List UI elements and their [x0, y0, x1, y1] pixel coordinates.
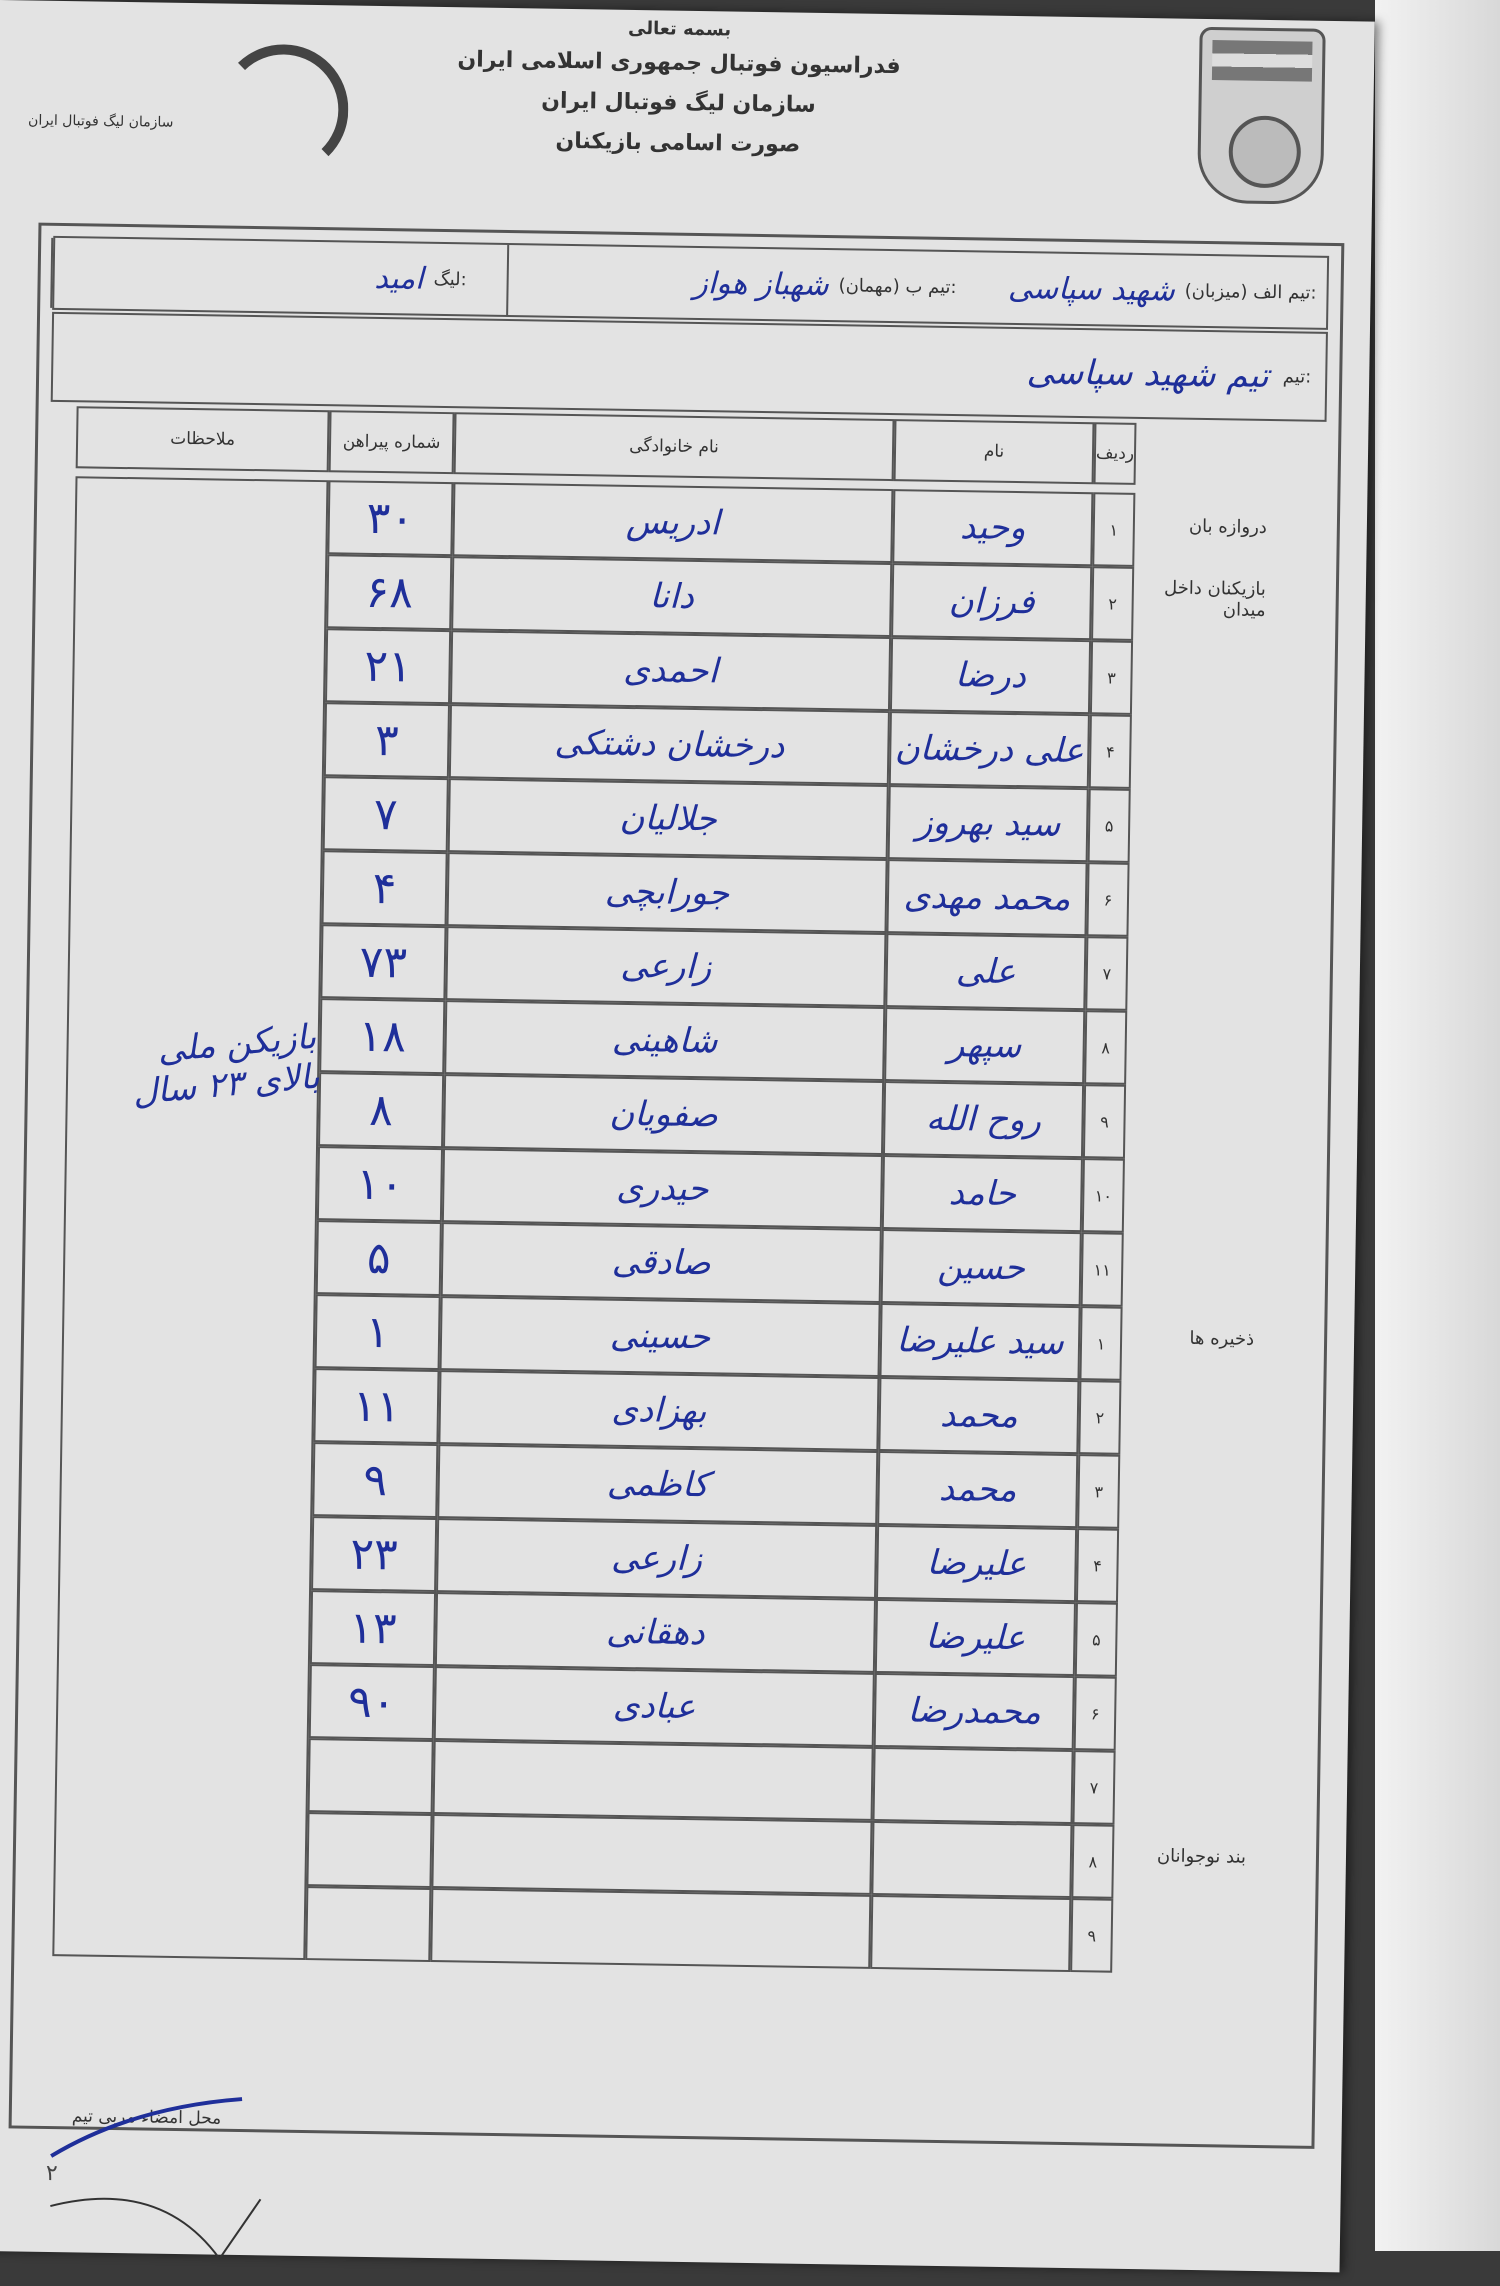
reserve-row-index-text: ۷	[1089, 1777, 1099, 1797]
reserve-last-name-text: حسینی	[609, 1315, 711, 1358]
col-header-first-name-text: نام	[983, 441, 1005, 462]
reserve-shirt-number	[309, 1664, 435, 1740]
player-last-name	[450, 630, 891, 711]
home-team-label: تیم الف (میزبان):	[1184, 280, 1317, 304]
player-row-index-text: ۱۰	[1094, 1185, 1113, 1206]
reserve-first-name-text: سید علیرضا	[896, 1320, 1064, 1363]
reserve-row-index	[1076, 1528, 1119, 1603]
league-logo-text: سازمان لیگ فوتبال ایران	[27, 112, 174, 131]
form-title: صورت اسامی بازیکنان	[555, 128, 801, 158]
reserve-row-index	[1078, 1380, 1121, 1455]
reserve-first-name	[879, 1303, 1080, 1380]
form-frame	[9, 223, 1345, 2149]
player-first-name	[882, 1155, 1083, 1232]
player-last-name-text: ادریس	[625, 501, 721, 544]
player-first-name-text: سپهر	[947, 1025, 1022, 1067]
section-field-players: بازیکنان داخل میدان	[1163, 577, 1267, 621]
player-row-index-text: ۳	[1107, 667, 1116, 688]
reserve-row-index-text: ۲	[1095, 1407, 1105, 1428]
reserve-row-index-text: ۵	[1091, 1629, 1101, 1649]
away-team-cell	[506, 245, 967, 322]
player-shirt-number-text: ۷	[373, 788, 398, 840]
junior-row-index-text: ۹	[1087, 1925, 1097, 1945]
player-row-index	[1092, 492, 1135, 567]
player-shirt-number-text: ۷۳	[359, 936, 408, 989]
player-last-name	[444, 1000, 885, 1081]
reserve-last-name-text: دهقانی	[605, 1611, 705, 1654]
player-first-name-text: علی	[955, 951, 1017, 993]
reserve-row-index	[1072, 1750, 1115, 1825]
team-name-value: تیم شهید سپاسی	[1026, 352, 1270, 396]
reserve-last-name-text: بهزادی	[611, 1389, 707, 1432]
reserve-first-name-text: محمدرضا	[907, 1690, 1042, 1733]
junior-first-name	[870, 1895, 1071, 1972]
player-first-name	[889, 711, 1090, 788]
reserve-shirt-number	[311, 1516, 437, 1592]
reserve-last-name	[435, 1592, 876, 1673]
player-first-name	[885, 933, 1086, 1010]
player-row-index	[1086, 862, 1129, 937]
note-line-2: بالای ۲۳ سال	[130, 1056, 322, 1114]
junior-first-name	[871, 1821, 1072, 1898]
reserve-first-name	[875, 1599, 1076, 1676]
player-last-name	[447, 852, 888, 933]
player-first-name-text: علی درخشان	[894, 728, 1085, 772]
player-shirt-number	[318, 1072, 444, 1148]
reserve-row-index-text: ۳	[1094, 1481, 1104, 1502]
reserve-shirt-number	[310, 1590, 436, 1666]
player-last-name-text: احمدی	[622, 649, 719, 692]
player-row-index-text: ۴	[1105, 741, 1115, 762]
section-juniors: بند نوجوانان	[1156, 1845, 1247, 1868]
player-shirt-number-text: ۶۸	[365, 566, 414, 619]
player-shirt-number-text: ۳۰	[366, 492, 415, 545]
player-row-index	[1085, 936, 1128, 1011]
player-shirt-number	[316, 1220, 442, 1296]
player-row-index-text: ۵	[1104, 815, 1114, 836]
reserve-first-name-text: علیرضا	[925, 1616, 1026, 1659]
reserve-first-name	[877, 1451, 1078, 1528]
swirl-icon	[217, 43, 349, 175]
league-cell	[50, 238, 507, 315]
reserve-row-index	[1077, 1454, 1120, 1529]
away-team-label: تیم ب (مهمان):	[838, 274, 957, 298]
player-last-name-text: حیدری	[616, 1167, 709, 1210]
reserve-row-index	[1079, 1306, 1122, 1381]
reserve-last-name-text: کاظمی	[606, 1463, 709, 1506]
player-first-name-text: محمد مهدی	[903, 876, 1071, 919]
player-row-index	[1088, 788, 1131, 863]
player-shirt-number	[325, 628, 451, 704]
player-shirt-number-text: ۵	[366, 1232, 391, 1284]
football-icon	[1228, 115, 1301, 188]
reserve-shirt-number	[313, 1368, 439, 1444]
reserve-first-name	[874, 1673, 1075, 1750]
col-header-last-name-text: نام خانوادگی	[629, 435, 720, 458]
player-row-index-text: ۱	[1109, 519, 1119, 540]
player-shirt-number-text: ۸	[368, 1084, 394, 1136]
reserve-shirt-number	[308, 1738, 434, 1814]
player-last-name	[449, 704, 890, 785]
junior-shirt-number	[306, 1812, 432, 1888]
player-first-name-text: درضا	[954, 655, 1027, 697]
player-row-index-text: ۲	[1108, 593, 1118, 614]
reserve-row-index	[1074, 1676, 1117, 1751]
player-first-name-text: حسین	[937, 1246, 1026, 1289]
player-shirt-number	[327, 480, 453, 556]
reserve-last-name	[434, 1666, 875, 1747]
player-row-index	[1089, 714, 1132, 789]
player-last-name	[448, 778, 889, 859]
player-last-name	[452, 482, 893, 563]
federation-title: فدراسیون فوتبال جمهوری اسلامی ایران	[457, 47, 901, 80]
junior-shirt-number	[305, 1886, 431, 1962]
reserve-shirt-number-text: ۹	[363, 1454, 388, 1506]
league-logo	[27, 40, 349, 175]
player-row-index	[1083, 1084, 1126, 1159]
coach-signature-label: محل امضاء مربی تیم	[71, 2106, 222, 2129]
col-header-shirt-text: شماره پیراهن	[342, 431, 441, 453]
player-first-name	[884, 1007, 1085, 1084]
reserve-row-index-text: ۱	[1096, 1333, 1106, 1354]
player-first-name	[883, 1081, 1084, 1158]
col-header-last-name	[454, 412, 895, 481]
player-row-index	[1084, 1010, 1127, 1085]
player-row-index-text: ۷	[1102, 963, 1112, 984]
player-first-name-text: فرزان	[948, 580, 1035, 623]
reserve-row-index	[1075, 1602, 1118, 1677]
home-team-cell	[966, 252, 1327, 328]
league-value: امید	[374, 260, 424, 297]
reserve-shirt-number	[312, 1442, 438, 1518]
page-number: ۲	[45, 2160, 58, 2187]
form-header	[0, 0, 1375, 222]
away-team-value: شهباز هواز	[693, 265, 829, 303]
basmala: بسمه تعالی	[627, 17, 732, 41]
team-name-row	[51, 312, 1328, 422]
player-last-name-text: جلالیان	[619, 797, 718, 840]
player-shirt-number	[324, 702, 450, 778]
reserve-last-name	[433, 1740, 874, 1821]
col-header-notes	[76, 406, 330, 472]
reserve-shirt-number-text: ۹۰	[347, 1676, 396, 1728]
player-row-index	[1081, 1232, 1124, 1307]
section-goalkeeper: دروازه بان	[1188, 515, 1268, 538]
player-first-name-text: سید بهروز	[915, 802, 1061, 845]
player-row-index	[1090, 640, 1133, 715]
player-last-name	[451, 556, 892, 637]
player-first-name-text: روح الله	[925, 1098, 1042, 1141]
reserve-first-name-text: علیرضا	[926, 1542, 1027, 1585]
underlying-sheet-edge	[1375, 0, 1500, 2251]
player-last-name-text: درخشان دشتکی	[554, 722, 785, 767]
reserve-last-name	[438, 1370, 879, 1451]
player-shirt-number	[323, 776, 449, 852]
player-first-name-text: وحید	[959, 507, 1026, 549]
player-shirt-number-text: ۱۸	[358, 1010, 407, 1063]
reserve-first-name	[873, 1747, 1074, 1824]
player-last-name-text: جورابچی	[604, 871, 730, 914]
player-first-name	[881, 1229, 1082, 1306]
player-last-name-text: صفویان	[609, 1093, 719, 1136]
junior-row-index	[1070, 1898, 1113, 1973]
federation-emblem	[1197, 27, 1326, 205]
player-last-name-text: صادقی	[611, 1241, 712, 1284]
reserve-shirt-number	[315, 1294, 441, 1370]
player-shirt-number	[320, 924, 446, 1000]
col-header-row-text: ردیف	[1095, 443, 1135, 464]
player-shirt-number	[317, 1146, 443, 1222]
player-shirt-number-text: ۲۱	[364, 640, 413, 693]
flag-icon	[1212, 40, 1313, 82]
player-last-name-text: زارعی	[620, 945, 712, 988]
player-shirt-number-text: ۳	[374, 714, 400, 766]
reserve-last-name-text: زارعی	[610, 1537, 703, 1580]
junior-last-name	[430, 1888, 871, 1969]
reserve-first-name-text: محمد	[938, 1468, 1017, 1511]
player-first-name	[890, 637, 1091, 714]
col-header-first-name	[894, 419, 1095, 484]
player-shirt-number	[322, 850, 448, 926]
player-first-name	[886, 859, 1087, 936]
player-row-index-text: ۸	[1101, 1037, 1111, 1058]
player-row-index	[1091, 566, 1134, 641]
reserve-shirt-number-text: ۱۳	[348, 1602, 397, 1654]
player-last-name-text: شاهینی	[611, 1019, 718, 1062]
player-last-name	[443, 1074, 884, 1155]
col-header-notes-text: ملاحظات	[170, 428, 236, 450]
junior-row-index-text: ۸	[1088, 1851, 1098, 1871]
player-last-name	[445, 926, 886, 1007]
player-row-index-text: ۶	[1103, 889, 1113, 910]
junior-row-index	[1071, 1824, 1114, 1899]
player-row-index-text: ۱۱	[1093, 1259, 1111, 1280]
section-reserves: ذخیره ها	[1189, 1327, 1255, 1350]
notes-column	[52, 476, 328, 1960]
reserve-shirt-number-text: ۱۱	[352, 1380, 401, 1432]
league-org-title: سازمان لیگ فوتبال ایران	[541, 88, 816, 118]
player-last-name-text: دانا	[649, 576, 695, 617]
reserve-row-index-text: ۶	[1090, 1703, 1100, 1723]
player-last-name	[441, 1222, 882, 1303]
note-line-1: بازیکن ملی	[155, 1016, 318, 1071]
player-first-name-text: حامد	[948, 1173, 1017, 1215]
player-last-name	[442, 1148, 883, 1229]
reserve-last-name	[437, 1444, 878, 1525]
reserve-first-name	[878, 1377, 1079, 1454]
player-shirt-number-text: ۴	[372, 862, 397, 914]
reserve-row-index-text: ۴	[1093, 1555, 1102, 1575]
reserve-shirt-number-text: ۲۳	[350, 1528, 399, 1580]
player-first-name	[888, 785, 1089, 862]
reserve-last-name	[436, 1518, 877, 1599]
reserve-shirt-number-text: ۱	[365, 1306, 390, 1358]
col-header-row	[1094, 422, 1137, 485]
reserve-last-name-text: عبادی	[612, 1685, 696, 1728]
signature-scribble	[29, 2086, 272, 2270]
player-shirt-number	[326, 554, 452, 630]
league-label: لیگ:	[433, 268, 467, 290]
player-shirt-number-text: ۱۰	[355, 1158, 404, 1210]
player-row-index	[1082, 1158, 1125, 1233]
player-row-index-text: ۹	[1100, 1111, 1109, 1132]
reserve-first-name	[876, 1525, 1077, 1602]
col-header-shirt	[329, 410, 455, 474]
team-name-label: تیم:	[1282, 365, 1312, 388]
reserve-last-name	[440, 1296, 881, 1377]
reserve-first-name-text: محمد	[939, 1394, 1019, 1437]
junior-last-name	[431, 1814, 872, 1895]
player-first-name	[891, 563, 1092, 640]
home-team-value: شهید سپاسی	[1007, 270, 1176, 308]
player-first-name	[892, 489, 1093, 566]
player-shirt-number	[319, 998, 445, 1074]
